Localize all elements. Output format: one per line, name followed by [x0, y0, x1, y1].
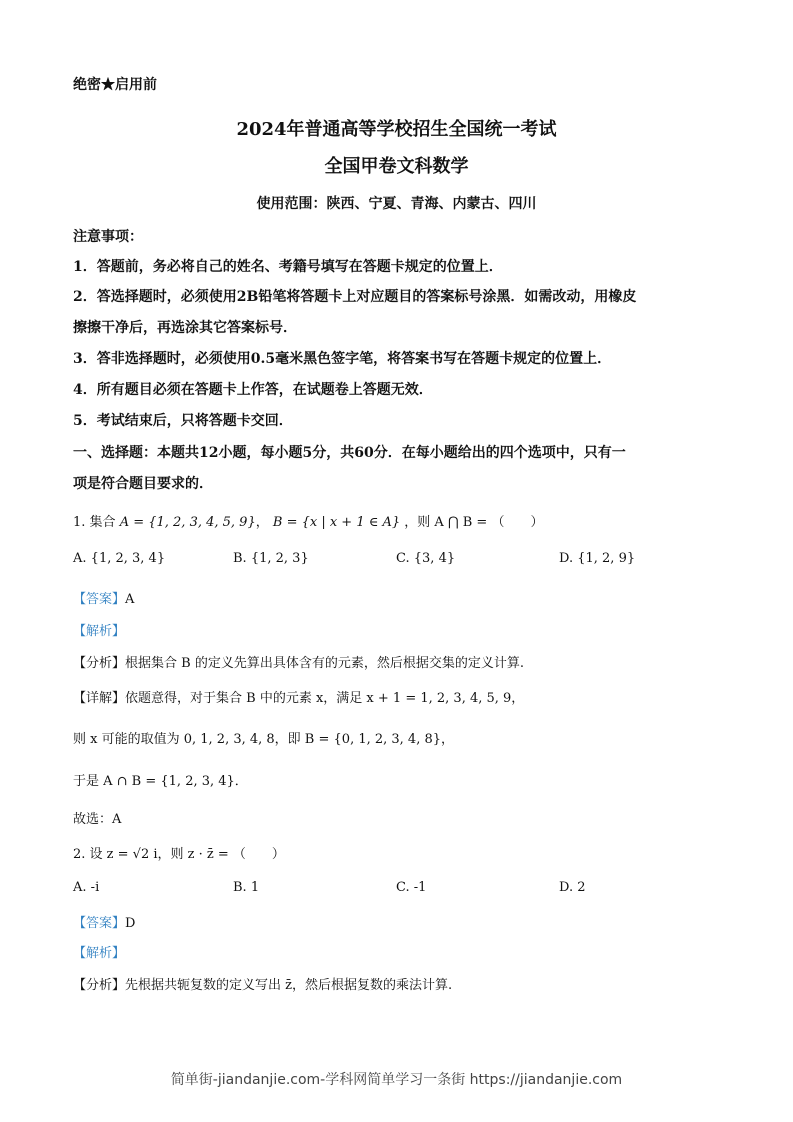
- q1-option-c: C. {3, 4}: [396, 551, 456, 566]
- q2-option-d: D. 2: [559, 880, 586, 895]
- q1-detail-1: 【详解】依题意得，对于集合 B 中的元素 x，满足 x + 1 = 1, 2, 3, 4, 5, 9，: [73, 691, 525, 706]
- note-2-cont: 擦擦干净后，再选涂其它答案标号．: [73, 320, 297, 336]
- q1-option-b: B. {1, 2, 3}: [233, 551, 309, 566]
- exam-subtitle: 全国甲卷文科数学: [324, 156, 469, 177]
- question-2-stem: 2. 设 z = √2 i，则 z · z̄ = （ ）: [73, 847, 285, 862]
- q2-answer: 【答案】D: [73, 916, 136, 931]
- q1-analysis: 【分析】根据集合 B 的定义先算出具体含有的元素，然后根据交集的定义计算.: [73, 656, 524, 671]
- note-5: 5．考试结束后，只将答题卡交回．: [73, 413, 293, 429]
- note-4: 4．所有题目必须在答题卡上作答，在试题卷上答题无效．: [73, 382, 433, 398]
- q1-jiexi: 【解析】: [73, 624, 126, 639]
- note-3: 3．答非选择题时，必须使用0.5毫米黑色签字笔，将答案书写在答题卡规定的位置上．: [73, 351, 612, 367]
- notes-title: 注意事项：: [73, 229, 143, 245]
- note-2: 2．答选择题时，必须使用2B铅笔将答题卡上对应题目的答案标号涂黑．如需改动，用橡皮: [73, 289, 637, 305]
- q1-option-d: D. {1, 2, 9}: [559, 551, 636, 566]
- q1-detail-3: 于是 A ∩ B = {1, 2, 3, 4}．: [73, 774, 248, 789]
- question-1-stem: 1. 集合 A = {1, 2, 3, 4, 5, 9}， B = {x | x + 1 ∈ A} ，则 A ⋂ B = （ ）: [73, 515, 544, 530]
- q1-option-a: A. {1, 2, 3, 4}: [73, 551, 166, 566]
- q1-answer: 【答案】A: [73, 592, 135, 607]
- q2-option-a: A. -i: [73, 880, 100, 895]
- q2-analysis: 【分析】先根据共轭复数的定义写出 z̄，然后根据复数的乘法计算.: [73, 978, 453, 993]
- q2-jiexi: 【解析】: [73, 946, 126, 961]
- section-heading: 一、选择题：本题共12小题，每小题5分，共60分．在每小题给出的四个选项中，只有一: [73, 445, 626, 461]
- confidential-mark: 绝密★启用前: [73, 77, 157, 93]
- footer-watermark: 简单街-jiandanjie.com-学科网简单学习一条街 https://jiandanjie.com: [170, 1072, 623, 1088]
- usage-range: 使用范围：陕西、宁夏、青海、内蒙古、四川: [256, 196, 537, 212]
- note-1: 1．答题前，务必将自己的姓名、考籍号填写在答题卡规定的位置上．: [73, 259, 503, 275]
- q2-option-b: B. 1: [233, 880, 260, 895]
- section-heading-cont: 项是符合题目要求的．: [73, 476, 213, 492]
- q2-option-c: C. -1: [396, 880, 427, 895]
- q1-detail-2: 则 x 可能的取值为 0, 1, 2, 3, 4, 8，即 B = {0, 1, 2, 3, 4, 8}，: [73, 732, 455, 747]
- q1-choose: 故选：A: [73, 812, 122, 827]
- exam-title: 2024年普通高等学校招生全国统一考试: [236, 119, 557, 140]
